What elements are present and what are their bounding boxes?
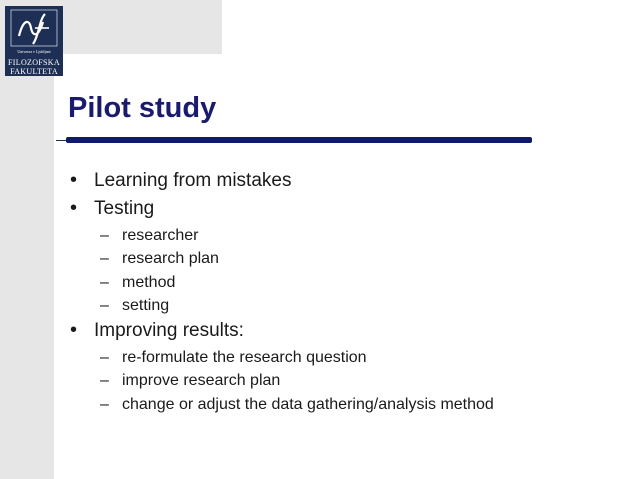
sub-bullet-text: researcher bbox=[122, 227, 199, 244]
bullet-text: Improving results: bbox=[94, 319, 244, 341]
side-band bbox=[0, 54, 54, 479]
sub-bullet-text: research plan bbox=[122, 250, 219, 268]
sub-bullet-dash-icon: – bbox=[100, 395, 109, 413]
sub-bullet-dash-icon: – bbox=[100, 348, 109, 366]
logo-emblem-icon bbox=[5, 6, 63, 50]
sub-bullet-text: improve research plan bbox=[122, 372, 281, 390]
sub-bullet-dash-icon: – bbox=[100, 296, 109, 314]
faculty-logo bbox=[5, 6, 63, 76]
sub-bullet-dash-icon: – bbox=[100, 227, 109, 244]
sub-bullet-text: change or adjust the data gathering/analysis method bbox=[122, 395, 494, 413]
sub-bullet-dash-icon: – bbox=[100, 250, 109, 268]
sub-bullet-dash-icon: – bbox=[100, 372, 109, 390]
logo-line-2: FAKULTETA bbox=[10, 67, 58, 76]
logo-line-1: FILOZOFSKA bbox=[8, 58, 60, 67]
logo-university-text: Univerza v Ljubljani bbox=[17, 49, 51, 54]
bullet-text: Testing bbox=[94, 198, 155, 219]
sub-bullet-text: setting bbox=[122, 296, 170, 314]
title-underline bbox=[66, 137, 532, 143]
bullet-text: Learning from mistakes bbox=[94, 170, 292, 191]
bullet-dot-icon: • bbox=[70, 197, 78, 219]
slide-title: Pilot study bbox=[68, 92, 217, 124]
bullet-dot-icon: • bbox=[70, 318, 78, 341]
sub-bullet-text: re-formulate the research question bbox=[122, 348, 367, 366]
sub-bullet-text: method bbox=[122, 273, 176, 291]
sub-bullet-dash-icon: – bbox=[100, 273, 109, 291]
bullet-dot-icon: • bbox=[70, 169, 78, 191]
